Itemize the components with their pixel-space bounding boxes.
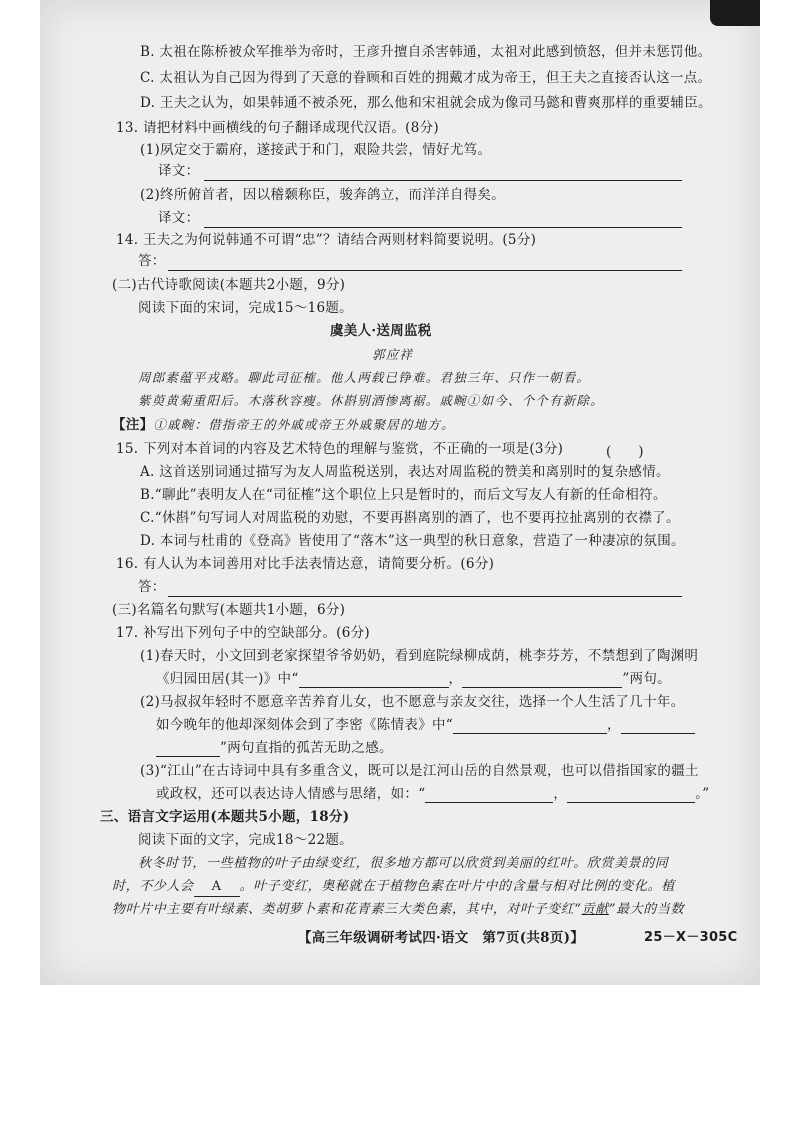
q17-item-2-prefix: 如今晚年的他却深刻体会到了李密《陈情表》中“ (156, 717, 454, 733)
q17-comma-3: ， (553, 786, 568, 802)
footer-exam-code: 25－X－305C (644, 930, 738, 945)
section-language-heading: 三、语言文字运用(本题共5小题，18分) (100, 809, 350, 825)
q17-item-3-line-1: (3)“江山”在古诗词中具有多重含义，既可以是江河山岳的自然景观，也可以借指国家的疆土 (140, 763, 699, 779)
q13-answer-line-2[interactable] (204, 227, 682, 228)
q13-sentence-1: (1)夙定交于霸府，遂接武于和门，艰险共尝，情好尤笃。 (140, 142, 492, 158)
poem-line-2: 紫萸黄菊重阳后。木落秋容瘦。休斟别酒惨离裾。戚畹①如今、个个有新除。 (138, 393, 604, 408)
poem-author: 郭应祥 (372, 347, 414, 362)
q17-item-1-suffix: ”两句。 (622, 671, 671, 687)
poem-note-label: 【注】 (112, 417, 154, 433)
section-recitation-heading: (三)名篇名句默写(本题共1小题，6分) (112, 602, 346, 618)
poem-line-1: 周郎素蕴平戎略。聊此司征榷。他人两载已铮难。君独三年、只作一朝看。 (138, 370, 591, 385)
passage-line-3 (112, 901, 684, 919)
q17-item-2-line-1: (2)马叔叔年轻时不愿意辛苦养育儿女，也不愿意与亲友交往，选择一个人生活了几十年。 (140, 694, 685, 710)
passage-line-2-end: 。叶子变红，奥秘就在于植物色素在叶片中的含量与相对比例的变化。植 (239, 879, 675, 894)
q17-blank-4-end[interactable] (156, 742, 220, 757)
q16-answer-label: 答： (138, 579, 166, 595)
q17-heading: 17. 补写出下列句子中的空缺部分。(6分) (116, 625, 370, 641)
q14-answer-label: 答： (138, 253, 166, 269)
q17-item-2-line-2 (156, 716, 695, 734)
q13-translation-label-1: 译文： (158, 163, 200, 179)
poem-note-text: ①戚畹：借指帝王的外戚或帝王外戚聚居的地方。 (153, 417, 455, 432)
q12-option-c: C. 太祖认为自己因为得到了天意的眷顾和百姓的拥戴才成为帝王，但王夫之直接否认这一点。 (140, 70, 712, 86)
passage-line-2 (112, 878, 675, 897)
q15-option-c: C.“休斟”句写词人对周监税的劝慰，不要再斟离别的酒了，也不要再拉扯离别的衣襟了。 (140, 510, 680, 526)
q17-blank-6[interactable] (567, 788, 695, 803)
q17-comma-1: ， (448, 671, 463, 687)
q15-option-a: A. 这首送别词通过描写为友人周监税送别，表达对周监税的赞美和离别时的复杂感情。 (140, 464, 670, 480)
scanned-page (40, 0, 760, 985)
page-content (40, 0, 760, 985)
q13-heading: 13. 请把材料中画横线的句子翻译成现代汉语。(8分) (116, 120, 439, 136)
q13-translation-label-2: 译文： (158, 210, 200, 226)
q17-blank-3[interactable] (453, 719, 607, 734)
q12-option-d: D. 王夫之认为，如果韩通不被杀死，那么他和宋祖就会成为像司马懿和曹爽那样的重要辅臣。 (140, 95, 712, 111)
q14-heading: 14. 王夫之为何说韩通不可谓“忠”？请结合两则材料简要说明。(5分) (116, 232, 537, 248)
section-poetry-heading: (二)古代诗歌阅读(本题共2小题，9分) (112, 277, 346, 293)
q12-option-b: B. 太祖在陈桥被众军推举为帝时，王彦升擅自杀害韩通，太祖对此感到愤怒，但并未惩罚他。 (140, 44, 712, 60)
passage-line-2-start: 时，不少人会 (112, 879, 194, 894)
q17-item-3-line-2 (156, 785, 709, 803)
q14-answer-line[interactable] (168, 270, 682, 271)
q17-comma-2: ， (607, 717, 621, 733)
blank-a-marker[interactable]: A (194, 878, 240, 897)
q17-blank-5[interactable] (425, 788, 553, 803)
q13-sentence-2: (2)终所俯首者，因以稽颡称臣，骏奔鸽立，而洋洋自得矣。 (140, 187, 506, 203)
q15-option-d: D. 本词与杜甫的《登高》皆使用了“落木”这一典型的秋日意象，营造了一种凄凉的氛围。 (140, 533, 685, 549)
q17-item-3-prefix: 或政权，还可以表达诗人情感与思绪，如：“ (156, 786, 426, 802)
poem-note (112, 416, 455, 434)
q17-item-2-suffix: ”两句直指的孤苦无助之感。 (220, 740, 393, 756)
q17-item-1-line-2 (156, 670, 671, 688)
q16-heading: 16. 有人认为本词善用对比手法表情达意，请简要分析。(6分) (116, 556, 495, 572)
passage-line-1: 秋冬时节，一些植物的叶子由绿变红，很多地方都可以欣赏到美丽的红叶。欣赏美景的同 (138, 856, 669, 871)
q17-item-1-line-1: (1)春天时，小文回到老家探望爷爷奶奶，看到庭院绿柳成荫，桃李芬芳，不禁想到了陶渊明 (140, 648, 699, 664)
section-language-intro: 阅读下面的文字，完成18～22题。 (138, 832, 353, 848)
poem-title: 虞美人·送周监税 (330, 323, 432, 339)
q15-heading: 15. 下列对本首词的内容及艺术特色的理解与鉴赏，不正确的一项是(3分) (116, 441, 564, 457)
q17-item-1-prefix: 《归园田居(其一)》中“ (156, 671, 299, 687)
passage-line-3-start: 物叶片中主要有叶绿素、类胡萝卜素和花青素三大类色素，其中，对叶子变红“ (112, 902, 582, 917)
q15-option-b: B.“聊此”表明友人在“司征榷”这个职位上只是暂时的，而后文写友人有新的任命相符。 (140, 487, 667, 503)
q17-item-3-suffix: 。” (695, 786, 710, 802)
q16-answer-line[interactable] (168, 596, 682, 597)
section-poetry-intro: 阅读下面的宋词，完成15～16题。 (138, 300, 353, 316)
underlined-word-gongxian: 贡献 (581, 902, 609, 917)
q15-answer-bracket[interactable]: ( ) (606, 444, 644, 460)
q17-blank-1[interactable] (299, 673, 449, 688)
q17-item-2-line-3 (156, 739, 393, 757)
q13-answer-line-1[interactable] (204, 180, 682, 181)
q17-blank-2[interactable] (462, 673, 622, 688)
q17-blank-4-start[interactable] (621, 719, 695, 734)
footer-page-info: 【高三年级调研考试四·语文 第7页(共8页)】 (298, 930, 585, 946)
passage-line-3-end: ”最大的当数 (608, 902, 685, 917)
